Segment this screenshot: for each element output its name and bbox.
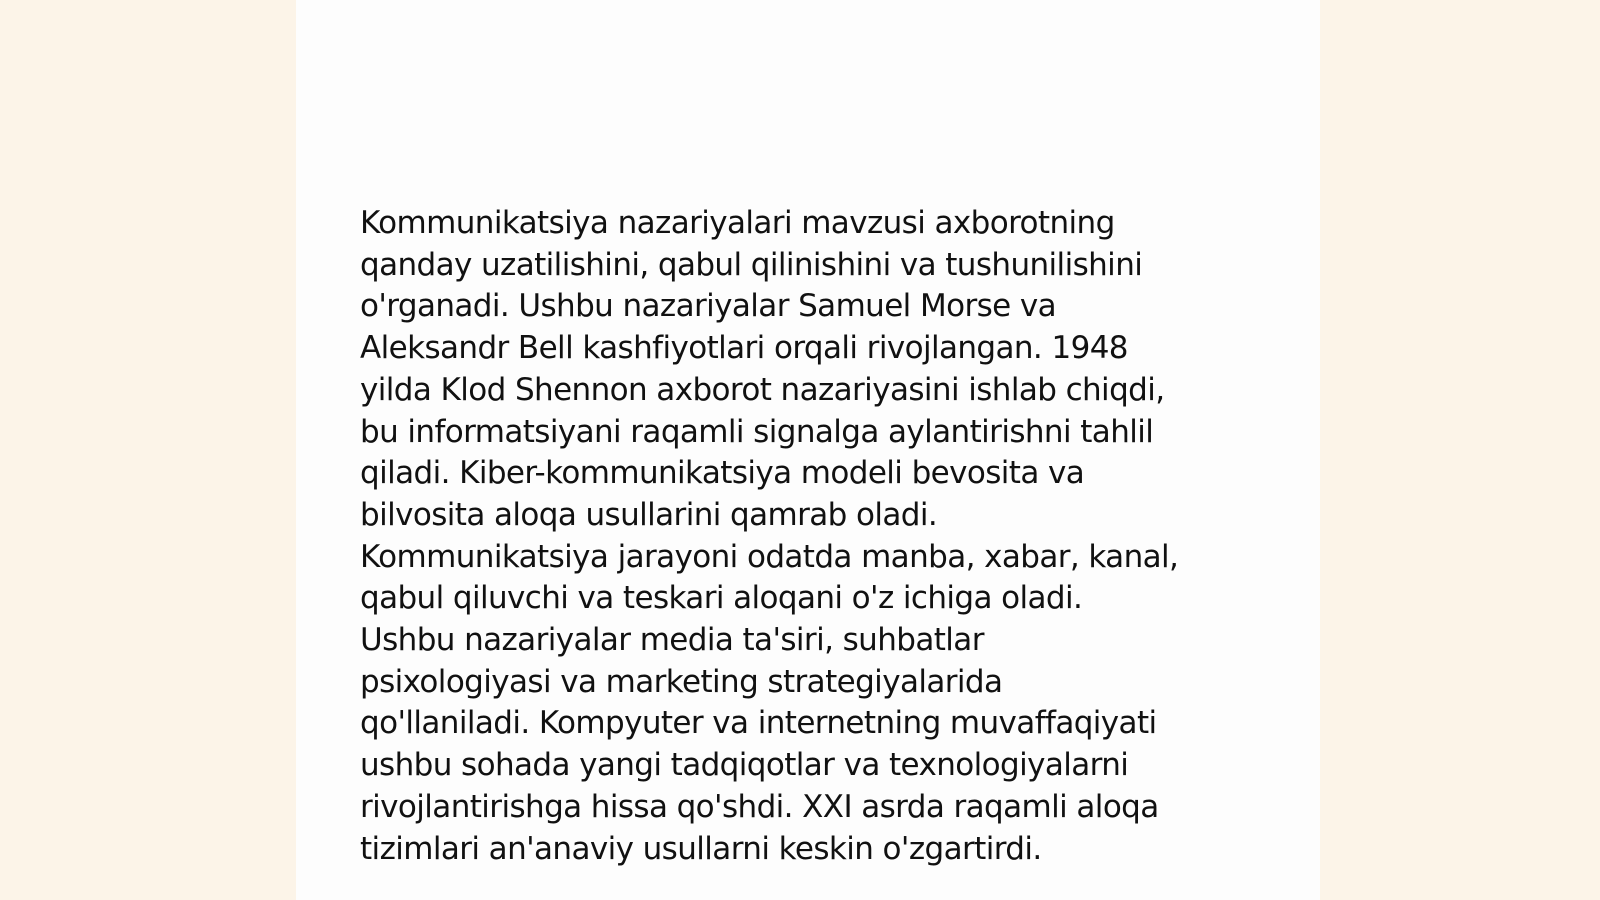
paragraph-line: qabul qiluvchi va teskari aloqani o'z ichiga oladi.	[360, 580, 1083, 617]
paragraph-line: bilvosita aloqa usullarini qamrab oladi.	[360, 496, 938, 533]
paragraph-line: Kommunikatsiya nazariyalari mavzusi axborotning	[360, 205, 1115, 241]
paragraph-line: Ushbu nazariyalar media ta'siri, suhbatlar	[360, 622, 984, 659]
paragraph-line: Kommunikatsiya jarayoni odatda manba, xabar, kanal,	[360, 538, 1179, 575]
paragraph-line: ushbu sohada yangi tadqiqotlar va texnologiyalarni	[360, 747, 1129, 784]
paragraph-line: psixologiyasi va marketing strategiyalarida	[360, 663, 1003, 700]
paragraph-line: tizimlari an'anaviy usullarni keskin o'zgartirdi.	[360, 830, 1042, 867]
document-page	[296, 0, 1320, 900]
paragraph-line: qo'llaniladi. Kompyuter va internetning muvaffaqiyati	[360, 705, 1157, 742]
paragraph-line: rivojlantirishga hissa qo'shdi. XXI asrda raqamli aloqa	[360, 788, 1159, 825]
paragraph-line: yilda Klod Shennon axborot nazariyasini ishlab chiqdi,	[360, 371, 1165, 408]
paragraph-line: qanday uzatilishini, qabul qilinishini va tushunilishini	[360, 246, 1143, 283]
paragraph-line: bu informatsiyani raqamli signalga aylantirishni tahlil	[360, 413, 1154, 450]
paragraph-line: Aleksandr Bell kashfiyotlari orqali rivojlangan. 1948	[360, 330, 1128, 367]
paragraph-line: o'rganadi. Ushbu nazariyalar Samuel Morse va	[360, 288, 1057, 325]
body-paragraph	[360, 203, 1280, 870]
paragraph-line: qiladi. Kiber-kommunikatsiya modeli bevosita va	[360, 455, 1085, 492]
